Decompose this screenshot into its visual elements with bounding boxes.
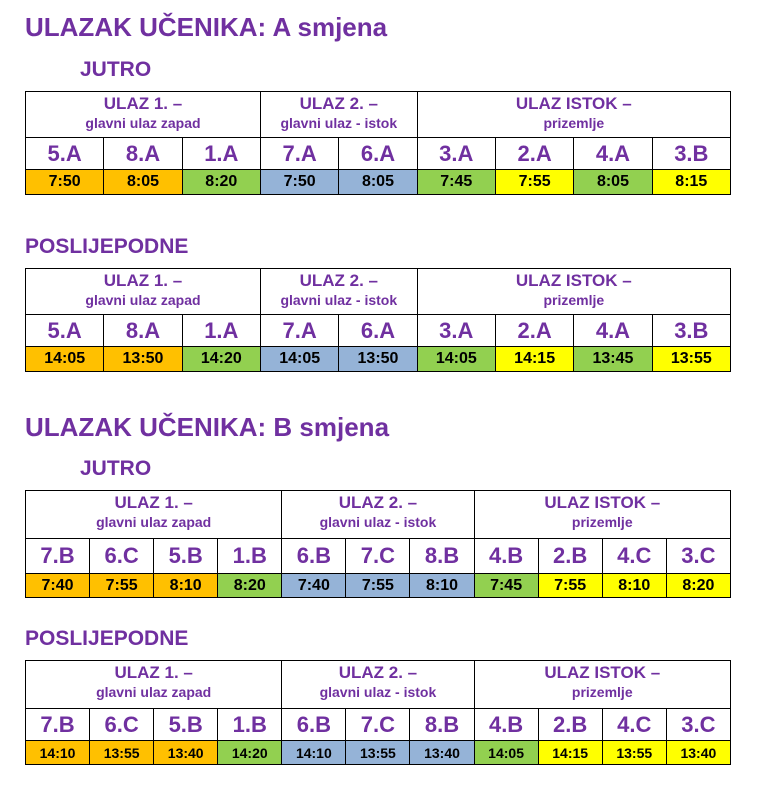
class-name-cell: 7.B bbox=[26, 539, 90, 574]
time-row bbox=[26, 741, 731, 765]
entry-time-cell: 8:10 bbox=[602, 574, 666, 598]
entry-time-cell: 14:15 bbox=[495, 347, 573, 372]
class-name-cell: 7.B bbox=[26, 709, 90, 741]
time-row bbox=[26, 574, 731, 598]
class-name-cell: 4.B bbox=[474, 539, 538, 574]
class-name-cell: 4.C bbox=[602, 539, 666, 574]
entry-time-cell: 13:45 bbox=[574, 347, 652, 372]
entrance-cell bbox=[260, 92, 417, 138]
entry-time-cell: 8:05 bbox=[104, 170, 182, 195]
entry-time-cell: 14:15 bbox=[538, 741, 602, 765]
entrance-name: ULAZ ISTOK – bbox=[515, 271, 632, 290]
entrance-name: ULAZ ISTOK – bbox=[515, 94, 632, 113]
shift-a-morning-title: JUTRO bbox=[80, 58, 152, 81]
entrance-description: prizemlje bbox=[571, 514, 633, 530]
class-name-cell: 1.B bbox=[218, 709, 282, 741]
entry-time-cell: 7:55 bbox=[495, 170, 573, 195]
entry-time-cell: 7:50 bbox=[260, 170, 338, 195]
class-name-cell: 1.B bbox=[218, 539, 282, 574]
time-row bbox=[26, 170, 731, 195]
entry-time-cell: 13:55 bbox=[90, 741, 154, 765]
entrance-name: ULAZ 2. – bbox=[299, 271, 379, 290]
class-name-cell: 2.B bbox=[538, 539, 602, 574]
entry-time-cell: 14:10 bbox=[282, 741, 346, 765]
entry-time-cell: 13:50 bbox=[104, 347, 182, 372]
entrance-description: prizemlje bbox=[543, 115, 605, 131]
class-name-cell: 7.A bbox=[260, 138, 338, 170]
entrance-cell bbox=[26, 92, 261, 138]
entrance-cell bbox=[282, 661, 474, 709]
entrance-header-row bbox=[26, 269, 731, 315]
class-name-cell: 7.A bbox=[260, 315, 338, 347]
entry-time-cell: 13:55 bbox=[602, 741, 666, 765]
class-row bbox=[26, 138, 731, 170]
entry-time-cell: 8:10 bbox=[154, 574, 218, 598]
entry-time-cell: 8:15 bbox=[652, 170, 730, 195]
shift-a-afternoon-table bbox=[25, 268, 731, 372]
entrance-description: glavni ulaz - istok bbox=[280, 115, 398, 131]
entry-time-cell: 7:55 bbox=[538, 574, 602, 598]
class-row bbox=[26, 709, 731, 741]
class-name-cell: 3.A bbox=[417, 138, 495, 170]
class-name-cell: 1.A bbox=[182, 315, 260, 347]
entrance-cell bbox=[26, 269, 261, 315]
entry-time-cell: 14:05 bbox=[417, 347, 495, 372]
entrance-description: glavni ulaz zapad bbox=[96, 684, 212, 700]
entrance-cell bbox=[282, 491, 474, 539]
class-name-cell: 2.A bbox=[495, 315, 573, 347]
entrance-cell bbox=[474, 491, 730, 539]
entry-time-cell: 7:55 bbox=[90, 574, 154, 598]
class-name-cell: 4.B bbox=[474, 709, 538, 741]
entrance-cell bbox=[474, 661, 730, 709]
class-row bbox=[26, 315, 731, 347]
entrance-name: ULAZ 2. – bbox=[338, 493, 418, 512]
class-name-cell: 3.C bbox=[666, 709, 730, 741]
entry-time-cell: 7:55 bbox=[346, 574, 410, 598]
class-name-cell: 6.C bbox=[90, 709, 154, 741]
class-name-cell: 5.B bbox=[154, 709, 218, 741]
entrance-description: glavni ulaz - istok bbox=[319, 514, 437, 530]
entry-time-cell: 8:20 bbox=[666, 574, 730, 598]
entrance-header-row bbox=[26, 661, 731, 709]
entrance-header-row bbox=[26, 92, 731, 138]
entry-time-cell: 7:40 bbox=[26, 574, 90, 598]
shift-b-afternoon-table bbox=[25, 660, 731, 765]
entrance-cell bbox=[417, 92, 730, 138]
entry-time-cell: 13:55 bbox=[346, 741, 410, 765]
entry-time-cell: 14:20 bbox=[182, 347, 260, 372]
entrance-description: prizemlje bbox=[571, 684, 633, 700]
entry-time-cell: 7:45 bbox=[417, 170, 495, 195]
class-name-cell: 8.A bbox=[104, 315, 182, 347]
class-name-cell: 4.C bbox=[602, 709, 666, 741]
entry-time-cell: 13:40 bbox=[410, 741, 474, 765]
class-name-cell: 3.C bbox=[666, 539, 730, 574]
entrance-header-row bbox=[26, 491, 731, 539]
entry-time-cell: 8:10 bbox=[410, 574, 474, 598]
shift-b-afternoon-title: POSLIJEPODNE bbox=[25, 627, 189, 650]
entrance-cell bbox=[417, 269, 730, 315]
entry-time-cell: 13:50 bbox=[339, 347, 417, 372]
entrance-cell bbox=[26, 491, 282, 539]
entrance-name: ULAZ 1. – bbox=[103, 271, 183, 290]
shift-b-title: ULAZAK UČENIKA: B smjena bbox=[25, 412, 390, 442]
entry-time-cell: 7:50 bbox=[26, 170, 104, 195]
entry-time-cell: 8:05 bbox=[574, 170, 652, 195]
entry-time-cell: 7:45 bbox=[474, 574, 538, 598]
class-name-cell: 8.B bbox=[410, 539, 474, 574]
entrance-name: ULAZ 1. – bbox=[103, 94, 183, 113]
entrance-description: glavni ulaz - istok bbox=[280, 292, 398, 308]
entrance-name: ULAZ 2. – bbox=[338, 663, 418, 682]
class-name-cell: 6.C bbox=[90, 539, 154, 574]
entrance-name: ULAZ 2. – bbox=[299, 94, 379, 113]
entry-time-cell: 14:10 bbox=[26, 741, 90, 765]
class-name-cell: 2.A bbox=[495, 138, 573, 170]
shift-b-morning-title: JUTRO bbox=[80, 457, 152, 480]
entrance-description: glavni ulaz zapad bbox=[85, 292, 201, 308]
class-name-cell: 3.B bbox=[652, 315, 730, 347]
entry-time-cell: 14:05 bbox=[474, 741, 538, 765]
class-row bbox=[26, 539, 731, 574]
entry-time-cell: 8:20 bbox=[218, 574, 282, 598]
entrance-cell bbox=[260, 269, 417, 315]
entry-time-cell: 13:55 bbox=[652, 347, 730, 372]
class-name-cell: 5.A bbox=[26, 138, 104, 170]
class-name-cell: 5.B bbox=[154, 539, 218, 574]
class-name-cell: 7.C bbox=[346, 539, 410, 574]
entrance-name: ULAZ 1. – bbox=[114, 663, 193, 682]
class-name-cell: 1.A bbox=[182, 138, 260, 170]
entrance-description: glavni ulaz zapad bbox=[85, 115, 201, 131]
class-name-cell: 3.B bbox=[652, 138, 730, 170]
entrance-description: prizemlje bbox=[543, 292, 605, 308]
class-name-cell: 8.B bbox=[410, 709, 474, 741]
class-name-cell: 4.A bbox=[574, 138, 652, 170]
entry-time-cell: 13:40 bbox=[154, 741, 218, 765]
class-name-cell: 6.B bbox=[282, 539, 346, 574]
entrance-cell bbox=[26, 661, 282, 709]
entry-time-cell: 14:05 bbox=[26, 347, 104, 372]
time-row bbox=[26, 347, 731, 372]
entrance-description: glavni ulaz - istok bbox=[319, 684, 437, 700]
entry-time-cell: 13:40 bbox=[666, 741, 730, 765]
class-name-cell: 8.A bbox=[104, 138, 182, 170]
shift-b-morning-table bbox=[25, 490, 731, 598]
class-name-cell: 6.A bbox=[339, 315, 417, 347]
entry-time-cell: 8:05 bbox=[339, 170, 417, 195]
class-name-cell: 6.B bbox=[282, 709, 346, 741]
entry-time-cell: 8:20 bbox=[182, 170, 260, 195]
entrance-name: ULAZ ISTOK – bbox=[544, 663, 661, 682]
entry-time-cell: 7:40 bbox=[282, 574, 346, 598]
class-name-cell: 7.C bbox=[346, 709, 410, 741]
class-name-cell: 5.A bbox=[26, 315, 104, 347]
class-name-cell: 6.A bbox=[339, 138, 417, 170]
entry-time-cell: 14:20 bbox=[218, 741, 282, 765]
entrance-name: ULAZ 1. – bbox=[114, 493, 193, 512]
shift-a-afternoon-title: POSLIJEPODNE bbox=[25, 235, 189, 258]
class-name-cell: 4.A bbox=[574, 315, 652, 347]
class-name-cell: 3.A bbox=[417, 315, 495, 347]
entry-time-cell: 14:05 bbox=[260, 347, 338, 372]
entrance-name: ULAZ ISTOK – bbox=[544, 493, 661, 512]
entrance-description: glavni ulaz zapad bbox=[96, 514, 212, 530]
shift-a-morning-table bbox=[25, 91, 731, 195]
shift-a-title: ULAZAK UČENIKA: A smjena bbox=[25, 12, 388, 42]
class-name-cell: 2.B bbox=[538, 709, 602, 741]
